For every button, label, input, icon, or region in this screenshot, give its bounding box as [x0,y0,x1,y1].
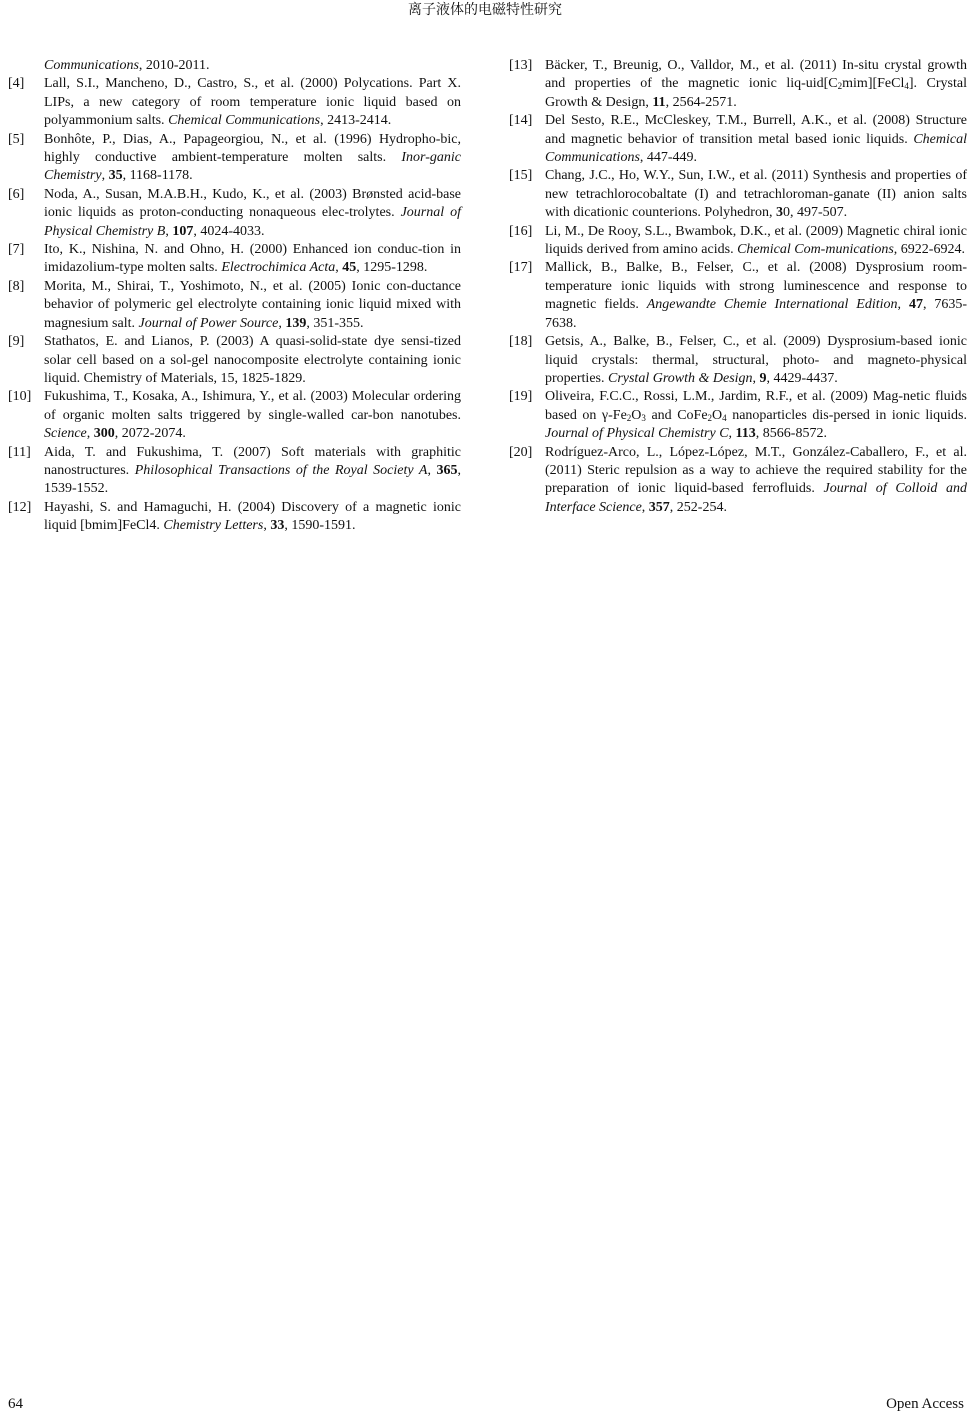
reference-text-run: , 1590-1591. [284,518,356,534]
reference-text [545,167,967,222]
reference-text-run: Electrochimica Acta [221,260,336,276]
reference-text [545,57,967,112]
reference-text-run: Stathatos, E. and Lianos, P. (2003) A quasi-solid-state dye sensi-tized solar cell based on a sol-gel nanocomposite electrolyte containing ionic liquid. Chemistry of Materials, 15, 1825-1829. [44,334,461,386]
reference-text-run: , [897,297,909,313]
reference-text-run: Fukushima, T., Kosaka, A., Ishimura, Y., et al. (2003) Molecular ordering of organic molten salts triggered by single-walled car-bon nanotubes. [44,389,461,423]
reference-text-run: Morita, M., Shirai, T., Yoshimoto, N., et al. (2005) Ionic con-ductance behavior of polymeric gel electrolyte containing ionic liquid mixed with magnesium salt. [44,278,461,331]
reference-text-run: 4 [722,412,727,423]
reference-text [545,259,967,333]
reference-item [509,333,967,388]
reference-text-run: , [101,168,109,184]
reference-number: [10] [8,389,32,405]
reference-text-run: Journal of Power Source [138,315,279,331]
reference-item [509,223,967,260]
reference-text-run: Bonhôte, P., Dias, A., Papageorgiou, N., et al. (1996) Hydropho-bic, highly conductive ambient-temperature molten salts. [44,131,461,166]
reference-item [8,278,461,333]
reference-text-run: Philosophical Transactions of the Royal Society A [134,462,428,478]
reference-number: [4] [8,76,25,92]
reference-text-run: Chemical Communications [545,131,967,166]
reference-text-run: 33 [270,518,285,534]
reference-text-run: 357 [648,499,670,515]
reference-text-run: 47 [908,297,923,313]
reference-number: [6] [8,186,25,202]
reference-number: [12] [8,499,32,515]
reference-text-run: , 7635-7638. [545,297,968,331]
reference-text-run: , [427,462,437,478]
reference-text-run: , [728,426,736,442]
reference-item [8,75,461,130]
reference-number: [19] [509,389,533,405]
reference-text-run: , [263,518,271,534]
reference-text-run: , 351-355. [306,315,364,331]
reference-text-run: Chemical Communications [168,113,321,129]
reference-text-run: Hayashi, S. and Hamaguchi, H. (2004) Discovery of a magnetic ionic liquid [bmim]FeCl4. [44,499,461,534]
reference-text-run: 3 [775,205,783,221]
reference-text-run: Inor-ganic Chemistry [44,150,461,184]
reference-text-run: , 8566-8572. [755,426,827,442]
reference-text-run: , 1168-1178. [122,168,193,184]
reference-number: [8] [8,278,25,294]
reference-number: [15] [509,168,533,184]
reference-text-run: , 2564-2571. [665,94,737,110]
reference-text-run: Li, M., De Rooy, S.L., Bwambok, D.K., et al. (2009) Magnetic chiral ionic liquids derived from amino acids. [545,223,967,258]
reference-item [8,499,461,536]
reference-text-run: 35 [108,168,123,184]
reference-text [44,131,461,186]
reference-text-run: , [86,426,94,442]
reference-text-run: 365 [436,462,458,478]
page-number: 64 [8,1396,23,1412]
running-head: 离子液体的电磁特性研究 [408,2,562,18]
references-right-column [509,57,967,517]
reference-text-run: , 6922-6924. [893,242,965,258]
reference-number: [18] [509,334,533,350]
reference-text-run: , 2010-2011. [138,58,210,73]
reference-text-run: Chemistry Letters [163,518,264,534]
reference-text-run: 300 [93,426,115,442]
reference-text-run: , 1539-1552. [44,462,461,497]
reference-text [44,186,461,241]
reference-text-run: 3 [641,412,646,423]
reference-item [509,112,967,167]
reference-number: [5] [8,131,25,147]
reference-text [44,388,461,443]
reference-text-run: , 4429-4437. [766,370,838,386]
reference-text-run: nanoparticles dis-persed in ionic liquids. [726,407,967,423]
reference-text-run: Del Sesto, R.E., McCleskey, T.M., Burrell, A.K., et al. (2008) Structure and magnetic behavior of transition metal based ionic liquids. [545,113,967,147]
reference-text-run: , [278,315,286,331]
reference-text-run: Crystal Growth & Design [607,370,753,386]
reference-text-run: 2 [707,412,713,423]
reference-number: [7] [8,242,25,258]
reference-number: [20] [509,444,533,460]
reference-text-run: ]. Crystal Growth & Design, [545,76,968,110]
reference-text-run: Aida, T. and Fukushima, T. (2007) Soft materials with graphitic nanostructures. [44,444,461,478]
reference-item [8,388,461,443]
reference-item [8,241,461,278]
reference-item [509,388,967,443]
reference-text-run: Oliveira, F.C.C., Rossi, L.M., Jardim, R.F., et al. (2009) Mag-netic fluids based on γ-Fe [545,389,967,423]
reference-text-run: Journal of Physical Chemistry B [44,205,461,239]
reference-text-run: , 2413-2414. [320,113,392,129]
reference-text-run: 113 [735,426,756,442]
reference-text-run: , [752,370,760,386]
reference-text-run: 2 [626,412,632,423]
reference-text-run: 4 [904,81,909,92]
reference-text-run: , [165,223,173,239]
reference-text [44,241,461,278]
reference-text [44,75,461,130]
reference-text-run: , 447-449. [639,150,698,166]
reference-text [44,333,461,388]
reference-item [509,167,967,222]
reference-text-run: 0, 497-507. [782,205,848,221]
reference-text-run: Bäcker, T., Breunig, O., Valldor, M., et al. (2011) In-situ crystal growth and properties of the magnetic ionic liq-uid[C [545,58,967,92]
reference-text [44,278,461,333]
reference-text-run: Science [44,426,87,442]
reference-text-run: 11 [652,94,666,110]
reference-text-run: 45 [342,260,357,276]
reference-text-run: mim][FeCl [842,76,905,92]
reference-number: [17] [509,260,533,276]
reference-text [44,444,461,499]
reference-text-run: Lall, S.I., Mancheno, D., Castro, S., et al. (2000) Polycations. Part X. LIPs, a new category of room temperature ionic liquid based on polyammonium salts. [44,76,461,129]
reference-text-run: O [712,407,723,423]
reference-number: [9] [8,334,25,350]
reference-text [545,333,967,388]
reference-text-run: Rodríguez-Arco, L., López-López, M.T., González-Caballero, F., et al. (2011) Steric repulsion as a way to achieve the required stability for the preparation of ionic liquid-based ferrofluids. [545,444,967,497]
reference-text-run: Chemical Com-munications [737,242,894,258]
reference-text [545,223,967,260]
reference-text-run: Angewandte Chemie International Edition [646,297,898,313]
reference-text-run: Getsis, A., Balke, B., Felser, C., et al. (2009) Dysprosium-based ionic liquid crystals: thermal, structural, photo- and magneto-physical properties. [545,334,967,386]
reference-item [8,444,461,499]
reference-number: [14] [509,113,533,129]
reference-text-run: Journal of Physical Chemistry C [545,426,729,442]
reference-item [8,333,461,388]
reference-text-run: , 252-254. [669,499,727,515]
reference-text-run: , 4024-4033. [193,223,265,239]
reference-text-run: 2 [837,81,843,92]
reference-text [44,57,461,75]
reference-item [509,259,967,333]
reference-text-run: Communications [44,58,139,73]
reference-item [509,57,967,112]
reference-number: [11] [8,444,31,460]
reference-text-run: 9 [759,370,767,386]
reference-text-run: Chang, J.C., Ho, W.Y., Sun, I.W., et al. (2011) Synthesis and properties of new tetrachlorocobaltate (I) and tetrachloroman-ganate (II) anion salts with dicationic counterions. Polyhedron, [545,168,967,221]
reference-text-run: , [641,499,649,515]
open-access-label: Open Access [886,1396,964,1412]
reference-number: [16] [509,223,533,239]
reference-item [8,57,461,75]
reference-text [44,499,461,536]
reference-text-run: Journal of Colloid and Interface Science [545,481,967,515]
reference-text-run: Ito, K., Nishina, N. and Ohno, H. (2000) Enhanced ion conduc-tion in imidazolium-type molten salts. [44,242,461,276]
reference-text-run: O [631,407,642,423]
reference-text-run: , 1295-1298. [356,260,428,276]
reference-item [8,186,461,241]
reference-text [545,112,967,167]
references-left-column [8,57,461,536]
reference-text-run: Noda, A., Susan, M.A.B.H., Kudo, K., et al. (2003) Brønsted acid-base ionic liquids as proton-conducting nonaqueous elec-trolytes. [44,186,461,221]
reference-text-run: 139 [285,315,307,331]
reference-text-run: , [335,260,343,276]
reference-item [8,131,461,186]
reference-item [509,444,967,518]
reference-text-run: Mallick, B., Balke, B., Felser, C., et al. (2008) Dysprosium room-temperature ionic liquids with strong luminescence and response to magnetic fields. [545,260,967,313]
reference-text-run: , 2072-2074. [114,426,186,442]
reference-text [545,444,967,518]
reference-number: [13] [509,58,533,73]
reference-text [545,388,967,443]
reference-text-run: and CoFe [645,407,708,423]
reference-text-run: 107 [172,223,194,239]
